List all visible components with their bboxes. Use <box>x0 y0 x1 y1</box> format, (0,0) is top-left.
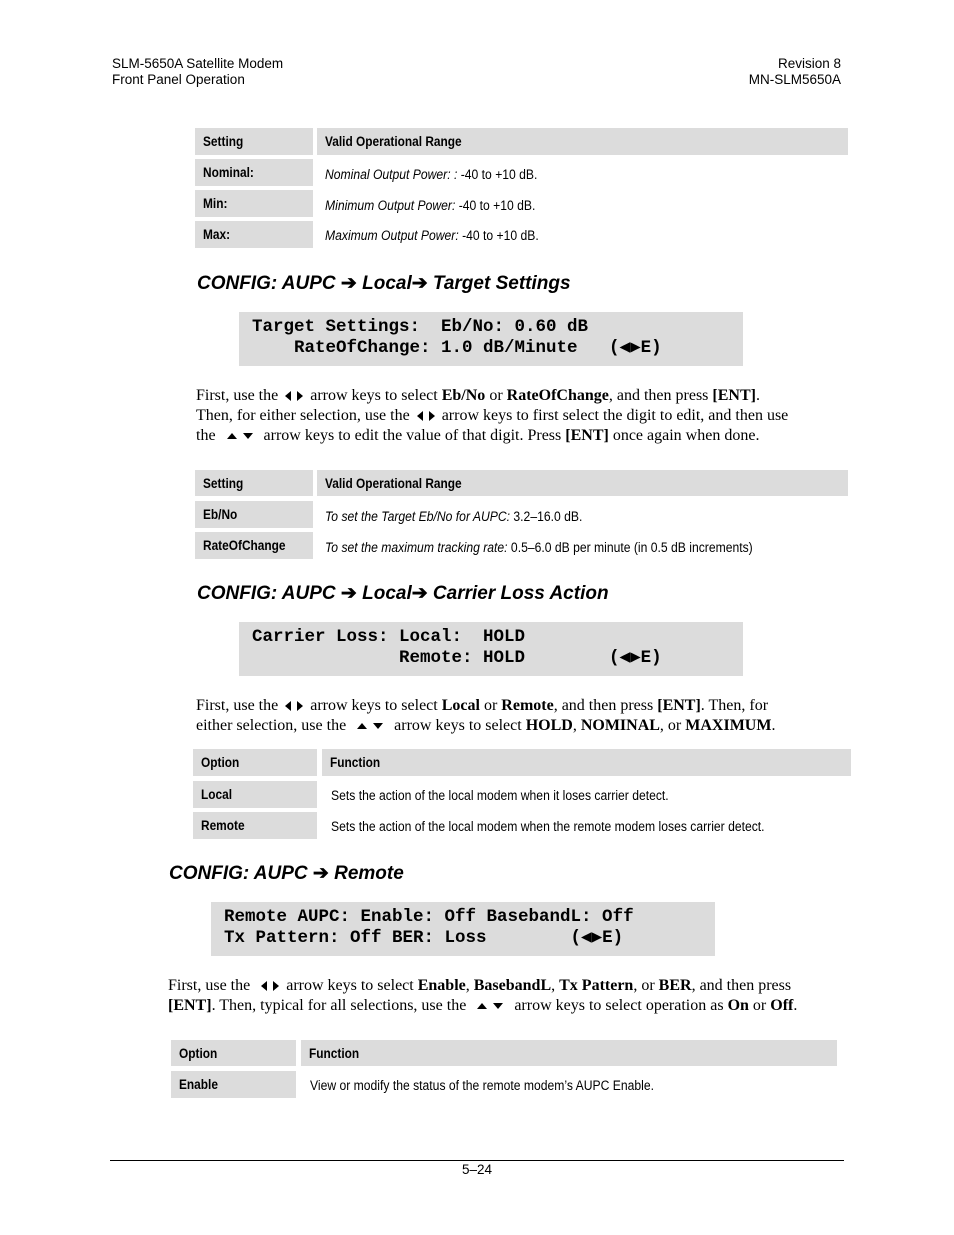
lcd-display-carrier-loss <box>239 622 743 676</box>
table-header-range: Valid Operational Range <box>317 128 848 155</box>
table-header-function: Function <box>301 1040 837 1066</box>
table-row-key: RateOfChange <box>195 532 313 559</box>
page-number: 5–24 <box>461 1162 493 1177</box>
paragraph-line: First, use the arrow keys to select Eb/No or RateOfChange, and then press [ENT]. <box>196 387 760 404</box>
table-row-value: Minimum Output Power: -40 to +10 dB. <box>325 198 536 213</box>
right-arrow-icon: ➔ <box>340 273 357 294</box>
header-chapter: Front Panel Operation <box>112 72 245 87</box>
paragraph-target-instructions <box>196 386 788 446</box>
table-row-value: To set the maximum tracking rate: 0.5–6.0 dB per minute (in 0.5 dB increments) <box>325 540 753 555</box>
header-right <box>749 56 841 88</box>
lcd-display-target-settings <box>239 312 743 366</box>
paragraph-line: First, use the arrow keys to select Local or Remote, and then press [ENT]. Then, for <box>196 697 769 714</box>
paragraph-line: the arrow keys to edit the value of that digit. Press [ENT] once again when done. <box>196 427 760 444</box>
left-right-arrow-keys-icon <box>278 696 310 716</box>
paragraph-carrier-instructions <box>196 696 775 736</box>
lcd-line-2: RateOfChange: 1.0 dB/Minute (◀▶E) <box>252 338 662 358</box>
paragraph-line: [ENT]. Then, typical for all selections, use the arrow keys to select operation as On or Off. <box>168 997 798 1014</box>
table-row-value: Sets the action of the local modem when it loses carrier detect. <box>331 788 669 803</box>
table-header-option: Option <box>171 1040 296 1066</box>
lcd-line-2: Remote: HOLD (◀▶E) <box>252 648 662 668</box>
table-row-key: Max: <box>195 221 313 248</box>
table-row-key: Local <box>193 781 317 808</box>
left-right-arrow-keys-icon <box>410 406 442 426</box>
lcd-line-1: Carrier Loss: Local: HOLD <box>252 627 526 647</box>
table-row-key: Remote <box>193 812 317 839</box>
left-right-arrow-keys-icon <box>254 976 286 996</box>
paragraph-line: Then, for either selection, use the arrow keys to first select the digit to edit, and then use <box>196 407 789 424</box>
table-header-range: Valid Operational Range <box>317 470 848 496</box>
up-down-arrow-keys-icon <box>470 996 510 1016</box>
section-heading-remote: CONFIG: AUPC ➔ Remote <box>169 863 404 884</box>
table-row-value: Sets the action of the local modem when the remote modem loses carrier detect. <box>331 819 765 834</box>
up-down-arrow-keys-icon <box>350 716 390 736</box>
table-header-setting: Setting <box>195 128 313 155</box>
lcd-display-remote-aupc <box>211 902 715 956</box>
right-arrow-icon: ➔ <box>411 583 428 604</box>
table-row-value: View or modify the status of the remote modem’s AUPC Enable. <box>310 1078 654 1093</box>
footer-divider <box>110 1160 844 1161</box>
right-arrow-icon: ➔ <box>340 583 357 604</box>
table-row-value: To set the Target Eb/No for AUPC: 3.2–16.0 dB. <box>325 509 583 524</box>
section-heading-carrier-loss: CONFIG: AUPC ➔ Local➔ Carrier Loss Action <box>197 583 609 604</box>
left-right-arrow-keys-icon <box>278 386 310 406</box>
table-row-key: Min: <box>195 190 313 217</box>
lcd-line-1: Target Settings: Eb/No: 0.60 dB <box>252 317 589 337</box>
lcd-line-2: Tx Pattern: Off BER: Loss (◀▶E) <box>224 928 624 948</box>
lcd-line-1: Remote AUPC: Enable: Off BasebandL: Off <box>224 907 634 927</box>
table-header-function: Function <box>322 749 851 776</box>
up-down-arrow-keys-icon <box>220 426 260 446</box>
table-header-setting: Setting <box>195 470 313 496</box>
right-arrow-icon: ➔ <box>312 863 329 884</box>
right-arrow-icon: ➔ <box>411 273 428 294</box>
header-doc-number: MN-SLM5650A <box>748 72 841 87</box>
paragraph-line: either selection, use the arrow keys to select HOLD, NOMINAL, or MAXIMUM. <box>196 717 776 734</box>
paragraph-remote-instructions <box>168 976 797 1016</box>
header-revision: Revision 8 <box>777 56 841 71</box>
table-row-value: Maximum Output Power: -40 to +10 dB. <box>325 228 539 243</box>
table-row-key: Eb/No <box>195 501 313 528</box>
header-left <box>112 56 283 88</box>
header-product: SLM-5650A Satellite Modem <box>112 56 284 71</box>
section-heading-target-settings: CONFIG: AUPC ➔ Local➔ Target Settings <box>197 273 571 294</box>
table-header-option: Option <box>193 749 317 776</box>
paragraph-line: First, use the arrow keys to select Enable, BasebandL, Tx Pattern, or BER, and then press <box>168 977 792 994</box>
table-row-value: Nominal Output Power: : -40 to +10 dB. <box>325 167 538 182</box>
table-row-key: Enable <box>171 1071 296 1098</box>
table-row-key: Nominal: <box>195 159 313 186</box>
